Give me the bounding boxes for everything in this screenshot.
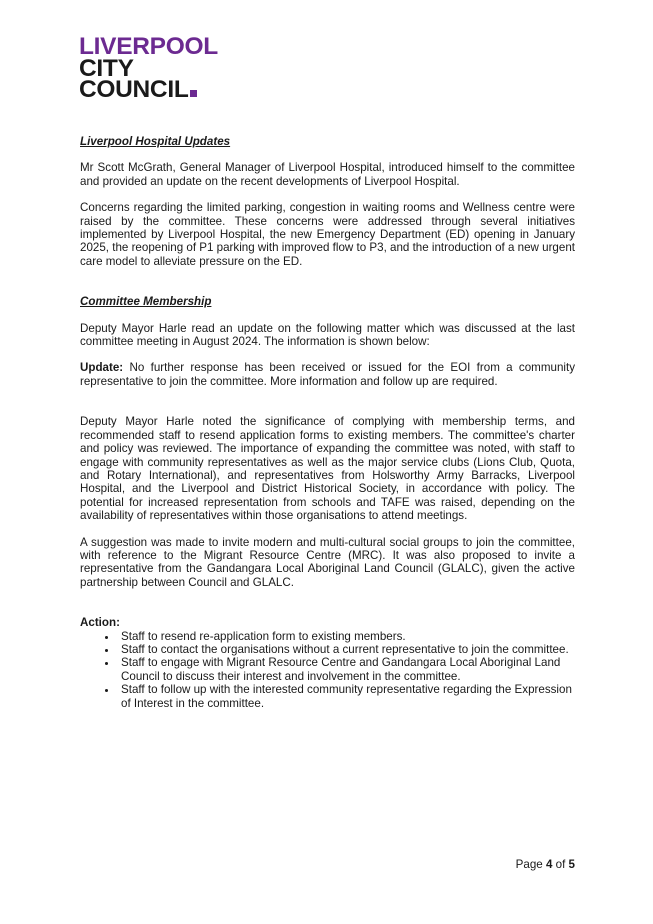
action-list [80,630,575,710]
council-logo [79,33,218,103]
page-prefix: Page [515,858,546,871]
update-text: No further response has been received or issued for the EOI from a community representative to join the committee. More information and follow up are required. [80,361,575,388]
action-item: • Staff to contact the organisations without a current representative to join the committee. [118,643,575,656]
page-current: 4 [545,858,553,871]
update-paragraph [80,361,575,388]
section-heading-membership: Committee Membership [80,295,212,309]
logo-dot-icon [190,90,197,97]
section-heading-hospital: Liverpool Hospital Updates [80,135,231,148]
action-label: Action: [80,616,120,630]
action-item: • Staff to engage with Migrant Resource Centre and Gandangara Local Aboriginal Land Council to discuss their interest and involvement in the committee. [118,656,575,683]
suggestion-paragraph: A suggestion was made to invite modern and multi-cultural social groups to join the committee, with reference to the Migrant Resource Centre (MRC). It was also proposed to invite a representative from the Gandangara Local Aboriginal Land Council (GLALC), given the active partnership between Council and GLALC. [80,535,575,589]
membership-intro-paragraph: Deputy Mayor Harle read an update on the following matter which was discussed at the last committee meeting in August 2024. The information is shown below: [80,321,575,349]
logo-line-council [79,76,218,103]
logo-line-liverpool: LIVERPOOL [79,33,218,60]
hospital-concerns-paragraph: Concerns regarding the limited parking, congestion in waiting rooms and Wellness centre were raised by the committee. These concerns were addressed through several initiatives implemented by Liverpool Hospital, the new Emergency Department (ED) opening in January 2025, the reopening of P1 parking with improved flow to P3, and the introduction of a new urgent care model to alleviate pressure on the ED. [80,201,575,268]
logo-council-text: COUNCIL [79,76,189,103]
page-number [516,858,575,871]
hospital-intro-paragraph: Mr Scott McGrath, General Manager of Liverpool Hospital, introduced himself to the committee and provided an update on the recent developments of Liverpool Hospital. [80,161,575,188]
action-item: • Staff to resend re-application form to existing members. [118,630,575,643]
page-of: of [552,858,569,871]
action-item: • Staff to follow up with the interested community representative regarding the Expression of Interest in the committee. [118,683,575,710]
page-total: 5 [568,858,575,871]
logo-line-city: CITY [79,54,134,82]
membership-terms-paragraph: Deputy Mayor Harle noted the significance of complying with membership terms, and recommended staff to resend application forms to existing members. The committee's charter and policy was reviewed. The importance of expanding the committee was noted, with staff to engage with community representatives as well as the major service clubs (Lions Club, Quota, and Rotary International), and representatives from Holsworthy Army Barracks, Liverpool Hospital, and the Liverpool and District Historical Society, in accordance with policy. The potential for increased representation from schools and TAFE was raised, depending on the availability of representatives within those organisations to attend meetings. [80,415,575,523]
update-label: Update: [80,361,124,375]
document-body [80,135,575,710]
